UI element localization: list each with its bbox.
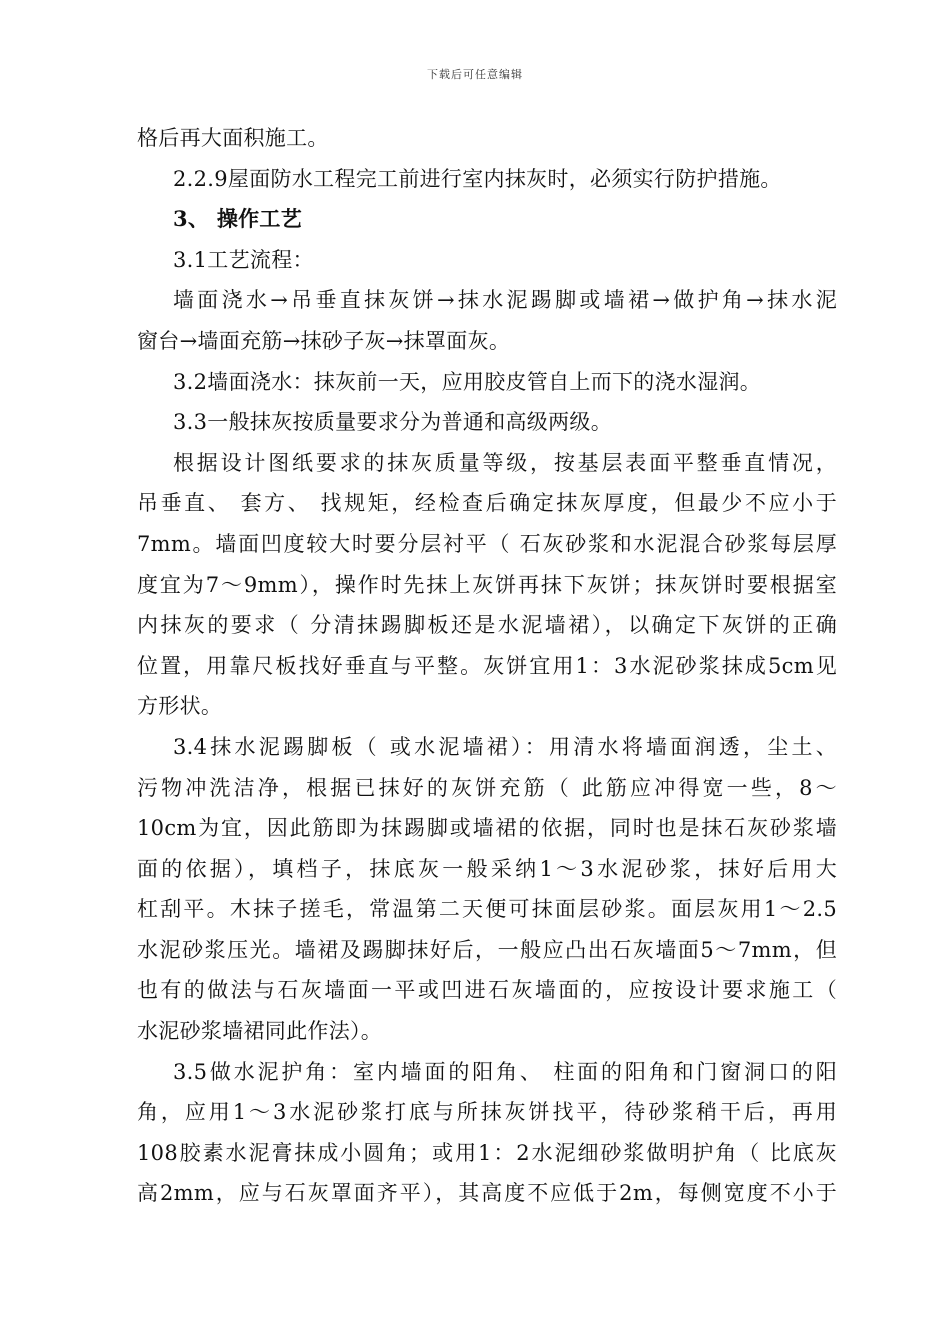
paragraph-line: 面的依据），填档子，抹底灰一般采纳1～3水泥砂浆，抹好后用大 <box>137 856 837 881</box>
paragraph-line: 也有的做法与石灰墙面一平或凹进石灰墙面的，应按设计要求施工（ <box>137 978 837 1003</box>
paragraph-line: 方形状。 <box>137 694 223 719</box>
paragraph-line: 108胶素水泥膏抹成小圆角；或用1：2水泥细砂浆做明护角（ 比底灰 <box>137 1140 837 1165</box>
paragraph-line: 3.4抹水泥踢脚板（ 或水泥墙裙）：用清水将墙面润透，尘土、 <box>173 734 837 759</box>
page-header: 下载后可任意编辑 <box>427 68 523 81</box>
paragraph-line: 10cm为宜，因此筋即为抹踢脚或墙裙的依据，同时也是抹石灰砂浆墙 <box>137 816 837 841</box>
paragraph-line: 污物冲洗洁净，根据已抹好的灰饼充筋（ 此筋应冲得宽一些，8～ <box>137 775 837 800</box>
paragraph-line: 格后再大面积施工。 <box>137 126 329 150</box>
paragraph-line: 7mm。墙面凹度较大时要分层衬平（ 石灰砂浆和水泥混合砂浆每层厚 <box>137 531 837 556</box>
paragraph-line: 窗台→墙面充筋→抹砂子灰→抹罩面灰。 <box>137 328 511 353</box>
paragraph-line: 角，应用1～3水泥砂浆打底与所抹灰饼找平，待砂浆稍干后，再用 <box>137 1100 837 1125</box>
paragraph-line: 3.5做水泥护角：室内墙面的阳角、 柱面的阳角和门窗洞口的阳 <box>173 1059 837 1084</box>
paragraph-line: 水泥砂浆墙裙同此作法）。 <box>137 1019 383 1044</box>
paragraph-line: 位置，用靠尺板找好垂直与平整。灰饼宜用1：3水泥砂浆抹成5cm见 <box>137 653 837 678</box>
paragraph-line: 内抹灰的要求（ 分清抹踢脚板还是水泥墙裙），以确定下灰饼的正确 <box>137 613 837 638</box>
paragraph-line: 2.2.9屋面防水工程完工前进行室内抹灰时，必须实行防护措施。 <box>173 166 782 191</box>
paragraph-line: 水泥砂浆压光。墙裙及踢脚抹好后，一般应凸出石灰墙面5～7mm，但 <box>137 937 837 962</box>
paragraph-line: 吊垂直、 套方、 找规矩，经检查后确定抹灰厚度，但最少不应小于 <box>137 491 837 516</box>
document-body <box>137 118 837 1214</box>
paragraph-line: 根据设计图纸要求的抹灰质量等级，按基层表面平整垂直情况， <box>173 450 837 475</box>
subsection-heading: 3.1工艺流程： <box>173 247 314 272</box>
paragraph-line: 3.3一般抹灰按质量要求分为普通和高级两级。 <box>173 410 612 435</box>
paragraph-line: 3.2墙面浇水：抹灰前一天，应用胶皮管自上而下的浇水湿润。 <box>173 369 762 394</box>
paragraph-line: 高2mm，应与石灰罩面齐平），其高度不应低于2m，每侧宽度不小于 <box>137 1181 837 1206</box>
section-heading: 3、 操作工艺 <box>173 206 303 232</box>
paragraph-line: 度宜为7～9mm），操作时先抹上灰饼再抹下灰饼；抹灰饼时要根据室 <box>137 572 837 597</box>
paragraph-line: 杠刮平。木抹子搓毛，常温第二天便可抹面层砂浆。面层灰用1～2.5 <box>137 897 837 922</box>
paragraph-line: 墙面浇水→吊垂直抹灰饼→抹水泥踢脚或墙裙→做护角→抹水泥 <box>173 288 837 313</box>
